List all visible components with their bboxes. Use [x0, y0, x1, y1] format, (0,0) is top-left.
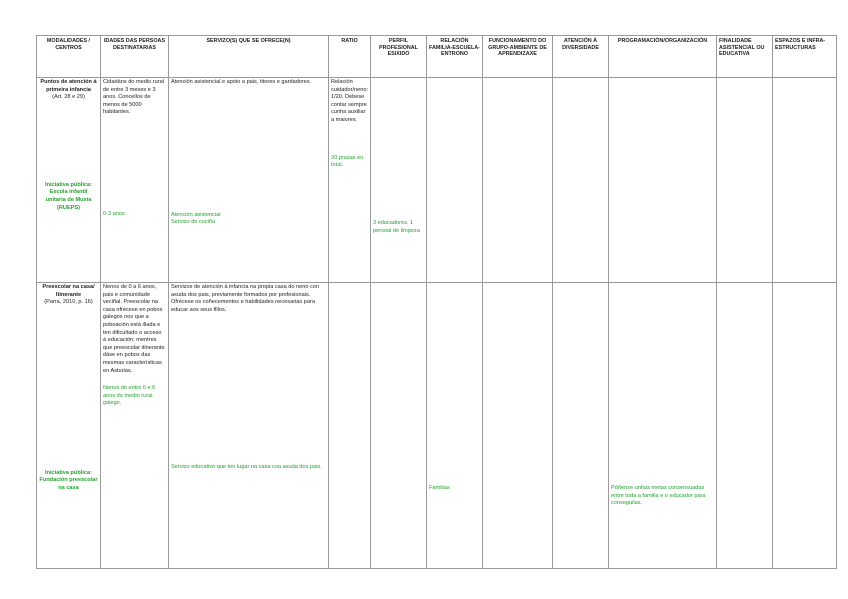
idades-text: Cidadáns do medio rural de entre 3 meses e 3 anos. Concellos de menos de 5000 habitantes. — [103, 79, 164, 116]
cell-finalidade — [717, 283, 773, 569]
green-relacion: Familias — [429, 485, 450, 491]
green-ratio: 20 prazas en total. — [331, 154, 364, 169]
cell-servizo — [169, 283, 329, 569]
header-funcionamento: FUNCIONAMENTO DO GRUPO-AMBIENTE DE APRENDIZAXE — [483, 36, 553, 78]
modalidade-title: Puntos de atención á primeira infancia — [40, 79, 97, 93]
green-servizo-1: Atención asistencial — [171, 211, 221, 218]
green-idades: 0-3 anos — [103, 210, 125, 217]
cell-modalidade — [37, 283, 101, 569]
green-modalidade: Iniciativa pública: Escola infantil unitaria de Muxía (RUEPS) — [45, 181, 92, 211]
cell-idades — [101, 78, 169, 283]
table-row — [37, 283, 837, 569]
header-servizo: SERVIZO(S) QUE SE OFRECE(N) — [169, 36, 329, 78]
cell-modalidade — [37, 78, 101, 283]
header-relacion: RELACIÓN FAMILIA-ESCUELA-ENTRONO — [427, 36, 483, 78]
cell-servizo — [169, 78, 329, 283]
cell-atencion — [553, 283, 609, 569]
header-programacion: PROGRAMACIÓN/ORGANIZACIÓN — [609, 36, 717, 78]
ratio-text: Relación cuidador/neno: 1/20. Debese contar sempre cunha auxiliar a maiores. — [331, 79, 369, 123]
cell-relacion — [427, 283, 483, 569]
green-servizo-2: Servizo de cociña — [171, 219, 216, 226]
modalidade-ref: (Parra, 2010, p. 16) — [44, 299, 93, 306]
modalidade-ref: (Art. 28 e 29) — [52, 94, 85, 101]
cell-espazos — [773, 78, 837, 283]
cell-perfil — [371, 283, 427, 569]
table-row — [37, 78, 837, 283]
cell-relacion — [427, 78, 483, 283]
cell-finalidade — [717, 78, 773, 283]
green-modalidade: Iniciativa pública: Fundación preescolar na casa — [39, 469, 98, 491]
cell-programacion — [609, 78, 717, 283]
cell-funcionamento — [483, 283, 553, 569]
cell-perfil — [371, 78, 427, 283]
cell-ratio — [329, 283, 371, 569]
cell-atencion — [553, 78, 609, 283]
header-finalidade: FINALIDADE ASISTENCIAL OU EDUCATIVA — [717, 36, 773, 78]
cell-programacion — [609, 283, 717, 569]
green-programacion: Póñense unhas metas consensuadas entre toda a familia e o educador para conseguilas. — [611, 485, 706, 507]
green-servizo: Servizo educativo que ten lugar na casa coa axuda dos pais. — [171, 464, 322, 471]
cell-idades — [101, 283, 169, 569]
servizo-text: Atención asistencial e apoio a pais, titores e gardadores. — [171, 79, 312, 85]
green-perfil: 3 educadores. 1 persoal de limpeza — [373, 220, 420, 234]
modalidade-title: Preescolar na casa/ Itinerante — [42, 284, 95, 298]
header-espazos: ESPAZOS E INFRA-ESTRUCTURAS — [773, 36, 837, 78]
cell-espazos — [773, 283, 837, 569]
cell-ratio — [329, 78, 371, 283]
header-atencion: ATENCIÓN Á DIVERSIDADE — [553, 36, 609, 78]
modalities-table — [36, 35, 837, 569]
header-perfil: PERFIL PROFESIONAL ESIXIDO — [371, 36, 427, 78]
cell-funcionamento — [483, 78, 553, 283]
header-ratio: RATIO — [329, 36, 371, 78]
header-idades: IDADES DAS PERSOAS DESTINATARIAS — [101, 36, 169, 78]
servizo-text-2: Ofrécese os coñecementos e habilidades necesarias para educar aos seus fillos. — [171, 299, 315, 313]
idades-text: Nenos de 0 a 6 anos, pais e comunidade veciñal. Preescolar na casa ofrécese en pobos galegos nos que a poboación está illada e ten dificultado o acceso á educación; mentres que preescolar itinerante dáse en pobos das mesmas características en Asturias. — [103, 284, 165, 374]
header-modalidades: MODALIDADES / CENTROS — [37, 36, 101, 78]
servizo-text-1: Servizos de atención á infancia na propia casa do neno con axuda dos pais, previamente formados por profesionais. — [171, 284, 320, 298]
green-idades: Nenos de entre 0 e 6 anos do medio rural galego. — [103, 385, 156, 407]
header-row — [37, 36, 837, 78]
